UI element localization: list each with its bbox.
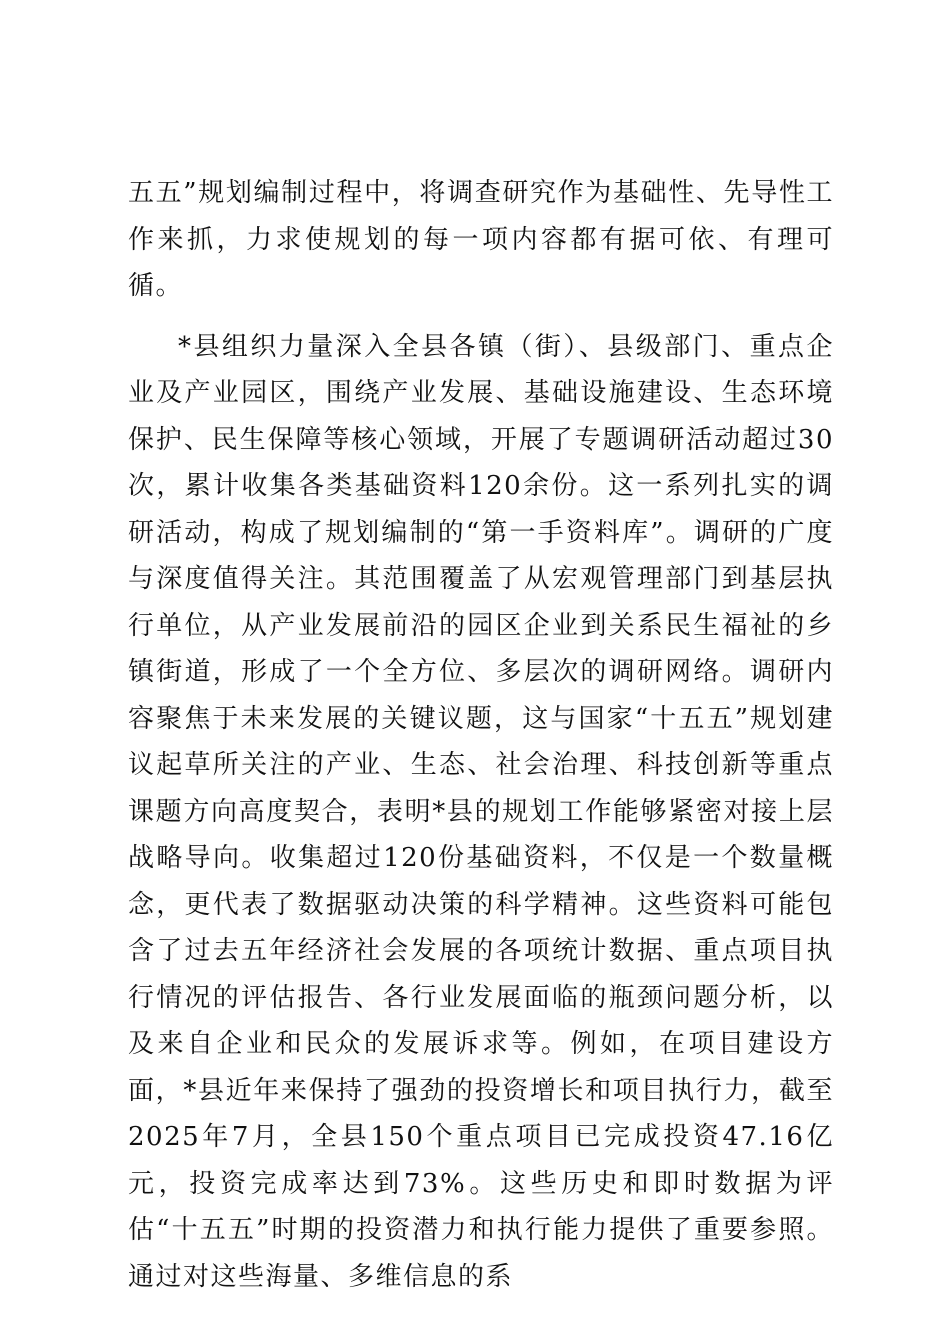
paragraph-research: *县组织力量深入全县各镇（街）、县级部门、重点企业及产业园区，围绕产业发展、基础设施建设、生态环境保护、民生保障等核心领域，开展了专题调研活动超过30次，累计收集各类基础资料120余份。这一系列扎实的调研活动，构成了规划编制的“第一手资料库”。调研的广度与深度值得关注。其范围覆盖了从宏观管理部门到基层执行单位，从产业发展前沿的园区企业到关系民生福祉的乡镇街道，形成了一个全方位、多层次的调研网络。调研内容聚焦于未来发展的关键议题，这与国家“十五五”规划建议起草所关注的产业、生态、社会治理、科技创新等重点课题方向高度契合，表明*县的规划工作能够紧密对接上层战略导向。收集超过120份基础资料，不仅是一个数量概念，更代表了数据驱动决策的科学精神。这些资料可能包含了过去五年经济社会发展的各项统计数据、重点项目执行情况的评估报告、各行业发展面临的瓶颈问题分析，以及来自企业和民众的发展诉求等。例如，在项目建设方面，*县近年来保持了强劲的投资增长和项目执行力，截至2025年7月，全县150个重点项目已完成投资47.16亿元，投资完成率达到73%。这些历史和即时数据为评估“十五五”时期的投资潜力和执行能力提供了重要参照。通过对这些海量、多维信息的系 xyxy=(128,331,834,1292)
paragraph-continuation: 五五”规划编制过程中，将调查研究作为基础性、先导性工作来抓，力求使规划的每一项内容都有据可依、有理可循。 xyxy=(128,178,834,301)
document-body xyxy=(128,170,834,1300)
